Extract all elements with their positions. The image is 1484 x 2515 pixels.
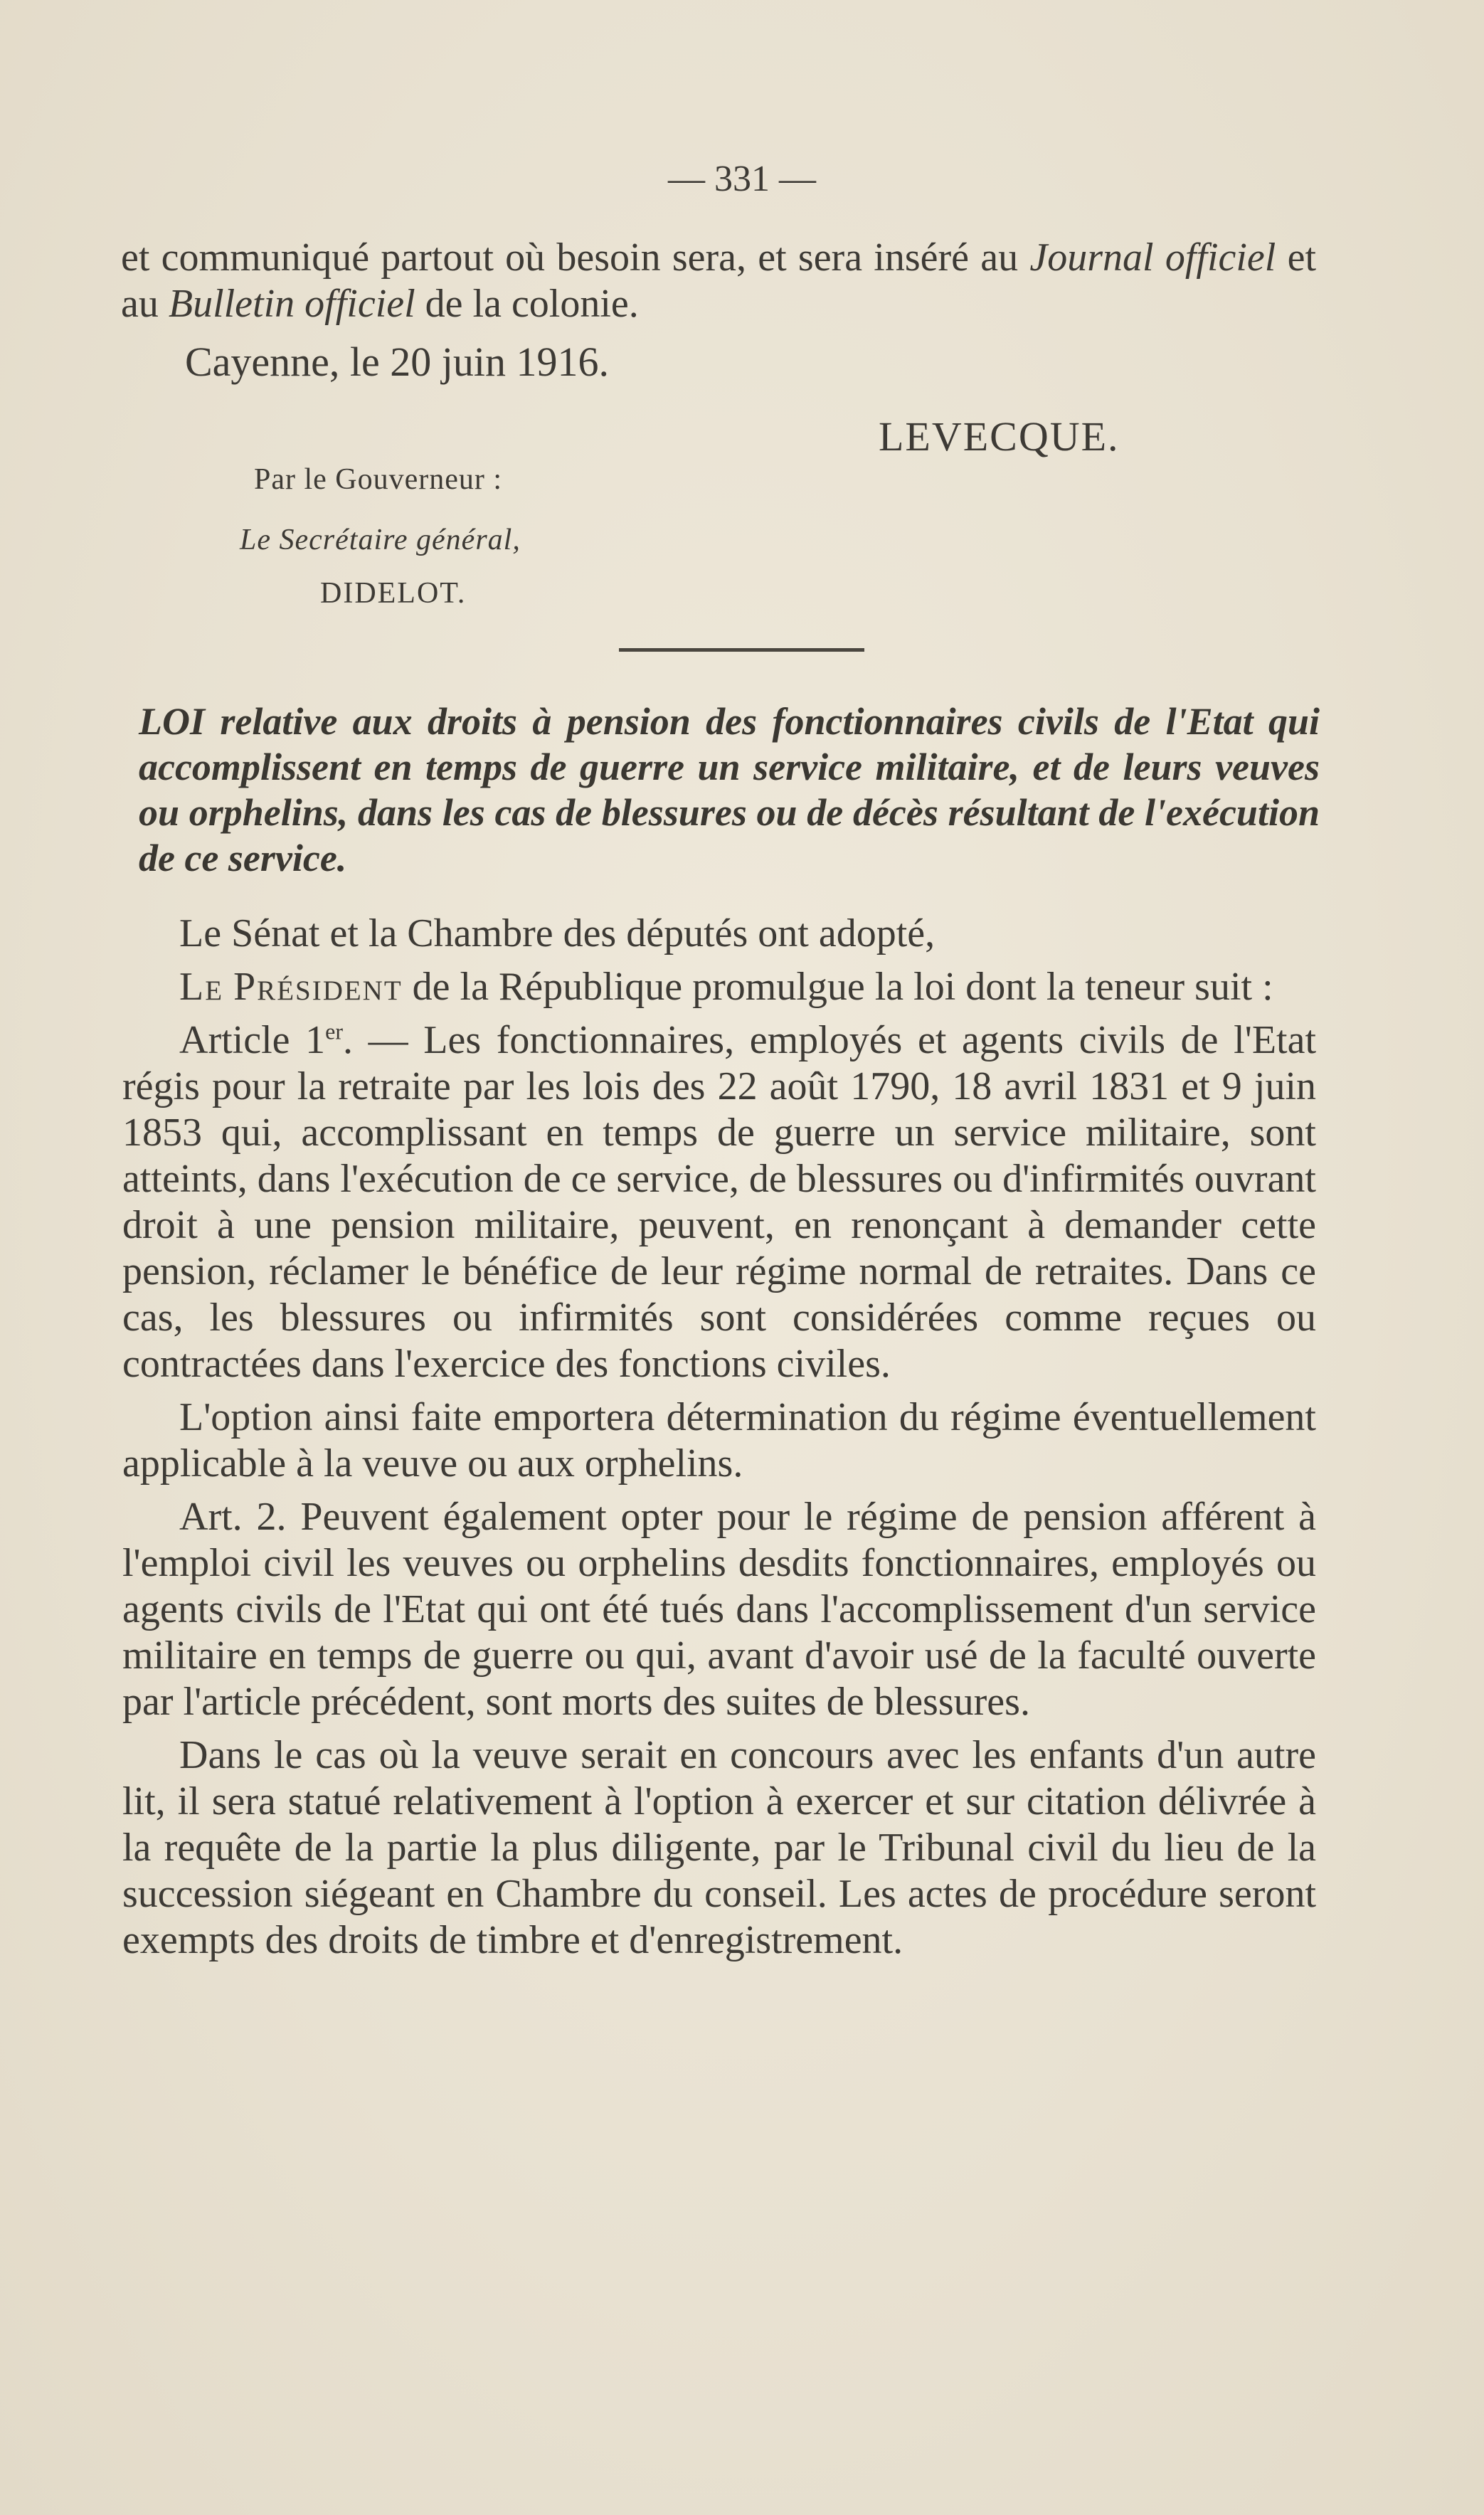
president-le: Le xyxy=(179,965,224,1009)
loi-title: LOI relative aux droits à pension des fonctionnaires civils de l'Etat qui accomplissent en temps de guerre un service militaire, et de leurs veuves ou orphelins, dans les cas de blessures ou de décès résultant de l'exécution de ce service. xyxy=(139,700,1320,879)
article-2-label: Art. 2. xyxy=(179,1495,287,1539)
article-1-label: Article 1 xyxy=(179,1018,326,1062)
governor-signature: LEVECQUE. xyxy=(879,413,1120,460)
law-body xyxy=(122,911,1316,1971)
article-2-text: Peuvent également opter pour le régime de pension afférent à l'emploi civil les veuves ou orphelins desdits fonctionnaires, employés ou agents civils de l'Etat qui ont été tués dans l'accomplissement d'un service militaire en temps de guerre ou qui, avant d'avoir usé de la faculté ouverte par l'article précédent, sont morts des suites de blessures. xyxy=(122,1495,1316,1724)
article-2 xyxy=(122,1494,1316,1725)
president-rest: de la République promulgue la loi dont la teneur suit : xyxy=(402,965,1273,1009)
final-paragraph: Dans le cas où la veuve serait en concours avec les enfants d'un autre lit, il sera statué relativement à l'option à exercer et sur citation délivrée à la requête de la partie la plus diligente, par le Tribunal civil du lieu de la succession siégeant en Chambre du conseil. Les actes de procédure seront exempts des droits de timbre et d'enregistrement. xyxy=(122,1733,1316,1962)
president-word: Président xyxy=(233,965,403,1009)
article-1-sup: er xyxy=(325,1018,343,1044)
page-number: — 331 — xyxy=(668,159,816,199)
president-paragraph xyxy=(122,964,1316,1010)
section-divider xyxy=(619,648,864,652)
bulletin-officiel: Bulletin officiel xyxy=(168,282,415,326)
intro-paragraph xyxy=(121,235,1316,327)
senate-sentence: Le Sénat et la Chambre des députés ont adopté, xyxy=(179,911,936,955)
place-date: Cayenne, le 20 juin 1916. xyxy=(185,339,610,385)
journal-officiel: Journal officiel xyxy=(1029,235,1276,280)
intro-text-2: et au xyxy=(121,235,1317,326)
secretary-signature: DIDELOT. xyxy=(320,577,467,610)
intro-text-3: de la colonie. xyxy=(415,282,639,326)
secretaire-general: Le Secrétaire général, xyxy=(240,524,521,556)
intro-text-1: et communiqué partout où besoin sera, et sera inséré au xyxy=(121,235,1030,280)
option-paragraph: L'option ainsi faite emportera détermination du régime éventuellement applicable à la veuve ou aux orphelins. xyxy=(122,1395,1316,1486)
article-1-text: . — Les fonctionnaires, employés et agents civils de l'Etat régis pour la retraite par les lois des 22 août 1790, 18 avril 1831 et 9 juin 1853 qui, accomplissant en temps de guerre un service militaire, sont atteints, dans l'exécution de ce service, de blessures ou d'infirmités ouvrant droit à une pension militaire, peuvent, en renonçant à demander cette pension, réclamer le bénéfice de leur régime normal de retraites. Dans ce cas, les blessures ou infirmités sont considérées comme reçues ou contractées dans l'exercice des fonctions civiles. xyxy=(122,1018,1317,1386)
article-1 xyxy=(122,1017,1316,1387)
par-le-gouverneur: Par le Gouverneur : xyxy=(254,463,503,496)
